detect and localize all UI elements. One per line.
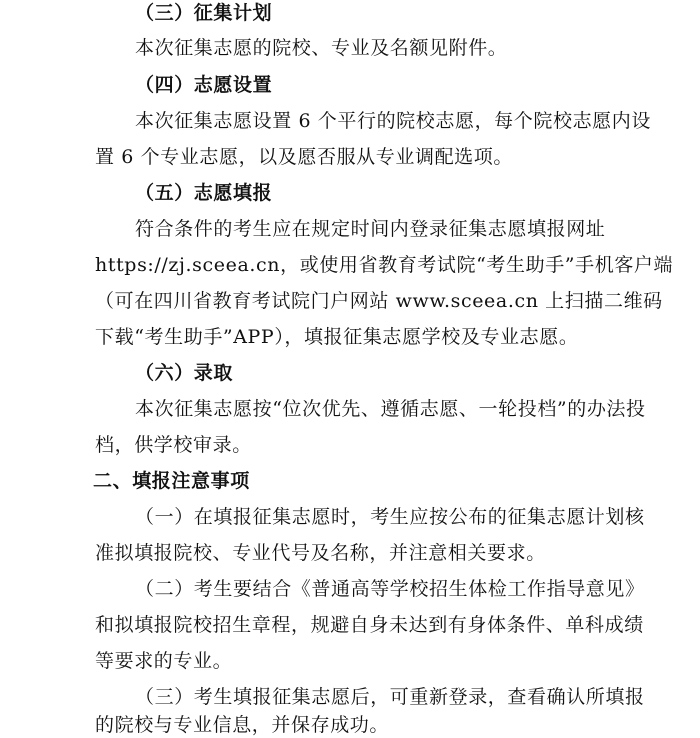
note-2-line-1: （二）考生要结合《普通高等学校招生体检工作指导意见》 <box>135 578 645 600</box>
section-heading-settings: （四）志愿设置 <box>135 74 273 96</box>
paragraph-plan: 本次征集志愿的院校、专业及名额见附件。 <box>135 37 508 59</box>
note-3-line-1: （三）考生填报征集志愿后，可重新登录，查看确认所填报 <box>135 686 645 708</box>
note-2-line-2: 和拟填报院校招生章程，规避自身未达到有身体条件、单科成绩 <box>95 614 644 636</box>
section-heading-admission: （六）录取 <box>135 362 234 384</box>
section-heading-filling: （五）志愿填报 <box>135 182 273 204</box>
note-1-line-1: （一）在填报征集志愿时，考生应按公布的征集志愿计划核 <box>135 506 645 528</box>
note-2-line-3: 等要求的专业。 <box>95 650 233 672</box>
part-heading-notes: 二、填报注意事项 <box>93 470 250 492</box>
paragraph-settings-line-1: 本次征集志愿设置 6 个平行的院校志愿，每个院校志愿内设 <box>135 110 651 132</box>
note-1-line-2: 准拟填报院校、专业代号及名称，并注意相关要求。 <box>95 542 546 564</box>
paragraph-filling-line-1: 符合条件的考生应在规定时间内登录征集志愿填报网址 <box>135 218 606 240</box>
paragraph-filling-line-2: https://zj.sceea.cn，或使用省教育考试院“考生助手”手机客户端 <box>95 254 674 276</box>
paragraph-admission-line-1: 本次征集志愿按“位次优先、遵循志愿、一轮投档”的办法投 <box>135 398 646 420</box>
paragraph-admission-line-2: 档，供学校审录。 <box>95 434 252 456</box>
note-3-line-2: 的院校与专业信息，并保存成功。 <box>95 714 390 736</box>
paragraph-filling-line-3: （可在四川省教育考试院门户网站 www.sceea.cn 上扫描二维码 <box>95 290 663 312</box>
section-heading-plan: （三）征集计划 <box>135 2 273 24</box>
paragraph-filling-line-4: 下载“考生助手”APP），填报征集志愿学校及专业志愿。 <box>95 326 579 348</box>
paragraph-settings-line-2: 置 6 个专业志愿，以及愿否服从专业调配选项。 <box>95 146 513 168</box>
